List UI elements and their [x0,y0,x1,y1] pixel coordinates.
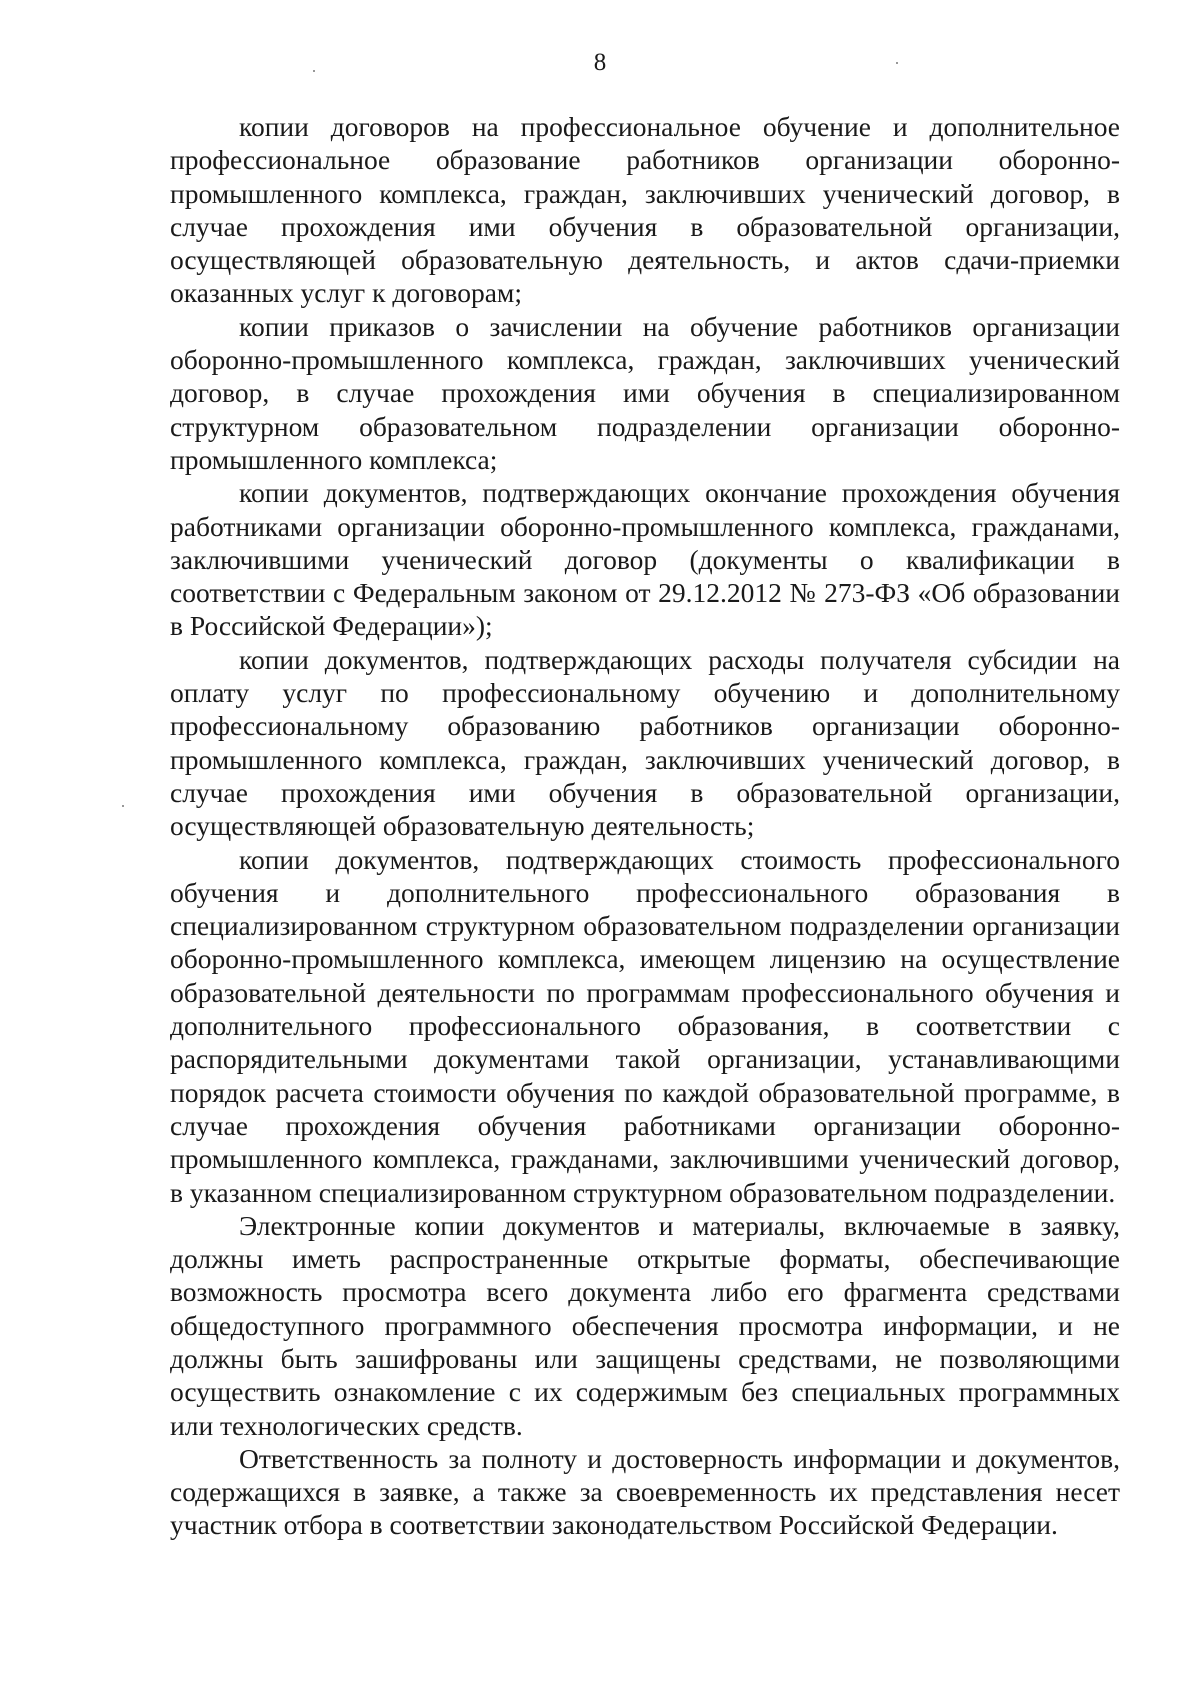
scan-speck [896,62,898,64]
paragraph-contract-copies: копии договоров на профессиональное обучение и дополнительное профессиональное образование работников организации оборонно-промышленного комплекса, граждан, заключивших ученический договор, в случае прохождения ими обучения в образовательной организации, осуществляющей образовательную деятельность, и актов сдачи-приемки оказанных услуг к договорам; [170,111,1120,309]
paragraph-responsibility: Ответственность за полноту и достоверность информации и документов, содержащихся в заявке, а также за своевременность их представления несет участник отбора в соответствии законодательством Российской Федерации. [170,1442,1120,1541]
paragraph-enrollment-orders: копии приказов о зачислении на обучение работников организации оборонно-промышленного комплекса, граждан, заключивших ученический договор, в случае прохождения ими обучения в специализированном структурном образовательном подразделении организации оборонно-промышленного комплекса; [170,310,1120,475]
document-body [170,110,1120,1542]
scan-speck [122,805,124,807]
paragraph-electronic-formats: Электронные копии документов и материалы, включаемые в заявку, должны иметь распространенные открытые форматы, обеспечивающие возможность просмотра всего документа либо его фрагмента средствами общедоступного программного обеспечения просмотра информации, и не должны быть зашифрованы или защищены средствами, не позволяющими осуществить ознакомление с их содержимым без специальных программных или технологических средств. [170,1209,1120,1441]
scan-speck [313,70,315,72]
page-number: 8 [593,49,607,76]
paragraph-completion-documents: копии документов, подтверждающих окончание прохождения обучения работниками организации оборонно-промышленного комплекса, гражданами, заключившими ученический договор (документы о квалификации в соответствии с Федеральным законом от 29.12.2012 № 273-ФЗ «Об образовании в Российской Федерации»); [170,477,1120,642]
paragraph-expense-documents: копии документов, подтверждающих расходы получателя субсидии на оплату услуг по профессиональному обучению и дополнительному профессиональному образованию работников организации оборонно-промышленного комплекса, граждан, заключивших ученический договор, в случае прохождения ими обучения в образовательной организации, осуществляющей образовательную деятельность; [170,643,1120,842]
paragraph-cost-documents: копии документов, подтверждающих стоимость профессионального обучения и дополнительного профессионального образования в специализированном структурном образовательном подразделении организации оборонно-промышленного комплекса, имеющем лицензию на осуществление образовательной деятельности по программам профессионального обучения и дополнительного профессионального образования, в соответствии с распорядительными документами такой организации, устанавливающими порядок расчета стоимости обучения по каждой образовательной программе, в случае прохождения обучения работниками организации оборонно-промышленного комплекса, гражданами, заключившими ученический договор, в указанном специализированном структурном образовательном подразделении. [170,843,1120,1208]
